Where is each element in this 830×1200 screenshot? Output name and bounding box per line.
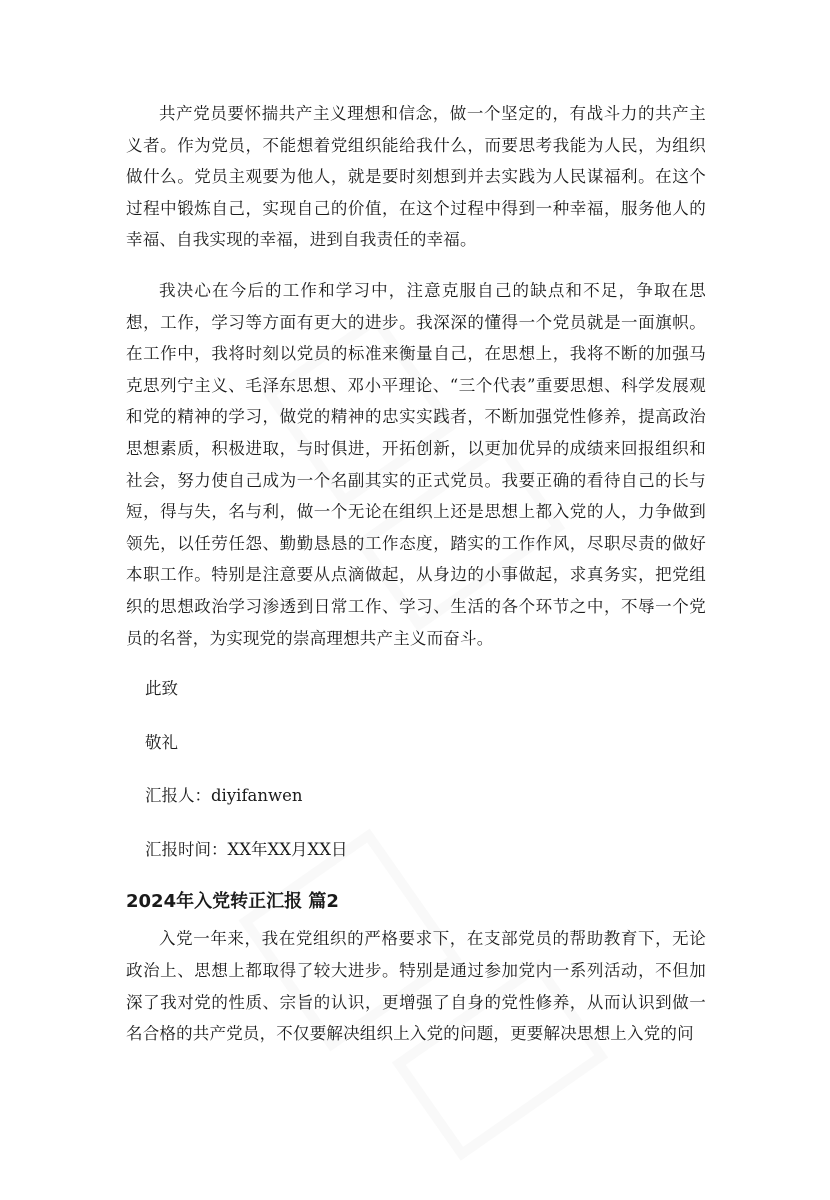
paragraph-1: 共产党员要怀揣共产主义理想和信念，做一个坚定的，有战斗力的共产主义者。作为党员，不能想着党组织能给我什么，而要思考我能为人民，为组织做什么。党员主观要为他人，就是要时刻想到并去实践为人民谋福利。在这个过程中锻炼自己，实现自己的价值，在这个过程中得到一种幸福，服务他人的幸福、自我实现的幸福，进到自我责任的幸福。 bbox=[126, 104, 706, 250]
closing-salutation-1: 此致 bbox=[145, 679, 178, 699]
paragraph-2: 我决心在今后的工作和学习中，注意克服自己的缺点和不足，争取在思想，工作，学习等方面有更大的进步。我深深的懂得一个党员就是一面旗帜。在工作中，我将时刻以党员的标准来衡量自己，在思想上，我将不断的加强马克思列宁主义、毛泽东思想、邓小平理论、“三个代表”重要思想、科学发展观和党的精神的学习，做党的精神的忠实实践者，不断加强党性修养，提高政治思想素质，积极进取，与时俱进，开拓创新，以更加优异的成绩来回报组织和社会，努力使自己成为一个名副其实的正式党员。我要正确的看待自己的长与短，得与失，名与利，做一个无论在组织上还是思想上都入党的人，力争做到领先，以任劳任怨、勤勤恳恳的工作态度，踏实的工作作风，尽职尽责的做好本职工作。特别是注意要从点滴做起，从身边的小事做起，求真务实，把党组织的思想政治学习渗透到日常工作、学习、生活的各个环节之中，不辱一个党员的名誉，为实现党的崇高理想共产主义而奋斗。 bbox=[126, 280, 706, 648]
closing-salutation-2: 敬礼 bbox=[145, 732, 178, 752]
report-date-line: 汇报时间：XX年XX月XX日 bbox=[145, 839, 348, 859]
section-heading: 2024年入党转正汇报 篇2 bbox=[126, 891, 339, 913]
reporter-line: 汇报人：diyifanwen bbox=[145, 786, 303, 806]
paragraph-3: 入党一年来，我在党组织的严格要求下，在支部党员的帮助教育下，无论政治上、思想上都取得了较大进步。特别是通过参加党内一系列活动，不但加深了我对党的性质、宗旨的认识，更增强了自身的党性修养，从而认识到做一名合格的共产党员，不仅要解决组织上入党的问题，更要解决思想上入党的问 bbox=[126, 929, 706, 1044]
document-body bbox=[126, 98, 706, 1069]
